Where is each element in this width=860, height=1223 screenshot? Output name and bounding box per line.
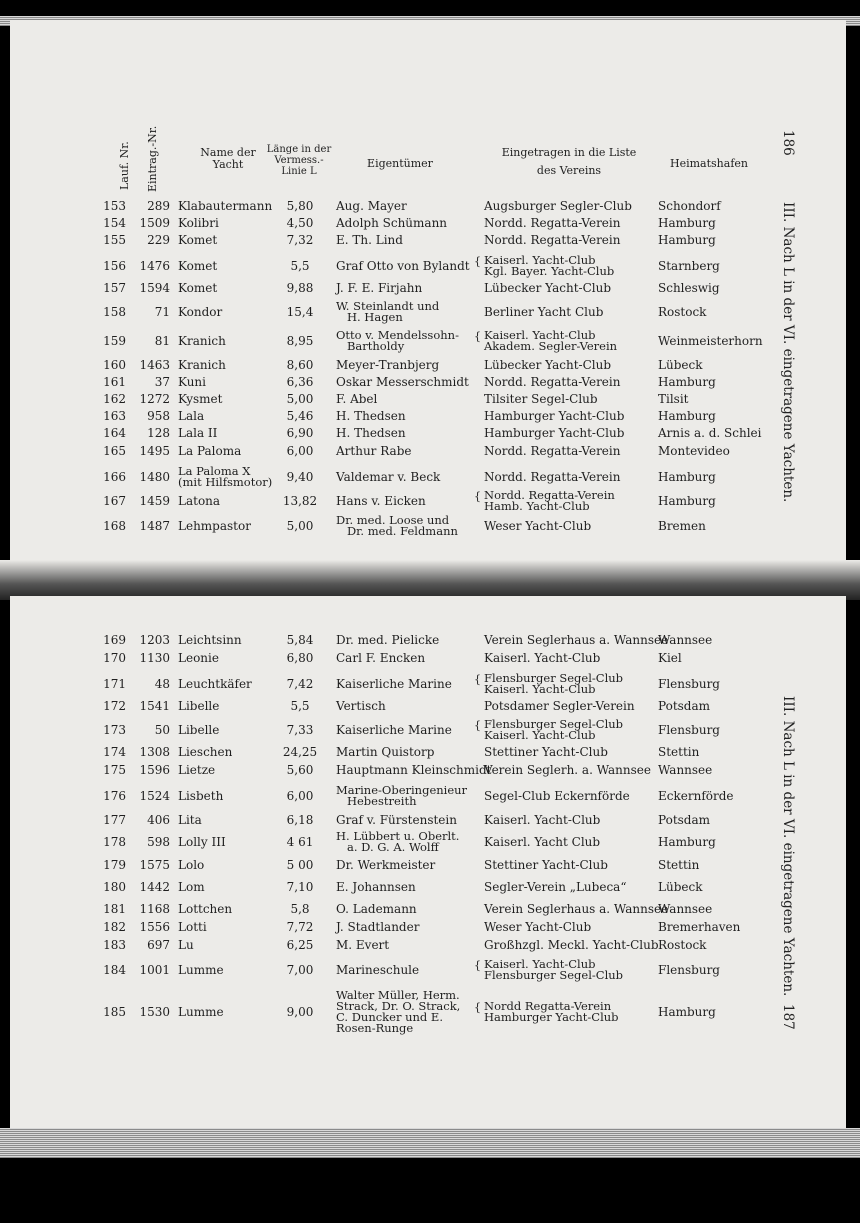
cell-len: 4 61 — [286, 835, 314, 849]
cell-nr: 153 — [103, 199, 126, 213]
cell-home: Flensburg — [658, 963, 720, 977]
cell-name: Lita — [178, 813, 202, 827]
cell-home: Schleswig — [658, 281, 720, 295]
cell-home: Montevideo — [658, 444, 730, 458]
cell-home: Bremen — [658, 519, 706, 533]
cell-ein: 406 — [147, 813, 170, 827]
cell-len: 15,4 — [286, 305, 314, 319]
cell-ein: 1530 — [139, 1005, 170, 1019]
cell-len: 5,5 — [290, 699, 310, 713]
cell-len: 6,90 — [286, 426, 314, 440]
book-page-187 — [10, 596, 846, 1156]
cell-name: Kolibri — [178, 216, 219, 230]
cell-home: Bremerhaven — [658, 920, 741, 934]
cell-ein: 81 — [154, 334, 170, 348]
cell-ein: 598 — [147, 835, 170, 849]
cell-owner: Dr. med. Pielicke — [336, 633, 440, 647]
cell-club: Nordd. Regatta-Verein Hamb. Yacht-Club — [484, 487, 615, 513]
cell-name: Komet — [178, 259, 218, 273]
cell-club: Flensburger Segel-Club Kaiserl. Yacht-Club — [484, 670, 624, 696]
cell-club: Verein Seglerhaus a. Wannsee — [484, 633, 669, 647]
cell-owner: F. Abel — [336, 392, 378, 406]
cell-club: Kaiserl. Yacht-Club Kgl. Bayer. Yacht-Club — [484, 252, 615, 278]
cell-nr: 178 — [103, 835, 126, 849]
cell-name: La Paloma — [178, 444, 242, 458]
cell-club: Verein Seglerhaus a. Wannsee — [484, 902, 669, 916]
cell-name: Leichtsinn — [178, 633, 242, 647]
cell-club: Weser Yacht-Club — [484, 519, 592, 533]
cell-home: Potsdam — [658, 699, 711, 713]
cell-ein: 1476 — [139, 259, 170, 273]
cell-home: Stettin — [658, 745, 700, 759]
cell-name: Lietze — [178, 763, 216, 777]
cell-club: Kaiserl. Yacht-Club Akadem. Segler-Verein — [484, 327, 618, 353]
brace-mark: { — [474, 330, 481, 343]
page-edges-bottom — [0, 1128, 860, 1158]
cell-owner: J. Stadtlander — [336, 920, 420, 934]
cell-ein: 1541 — [139, 699, 170, 713]
cell-owner: E. Johannsen — [336, 880, 416, 894]
cell-owner: E. Th. Lind — [336, 233, 403, 247]
cell-nr: 159 — [103, 334, 126, 348]
cell-nr: 171 — [103, 677, 126, 691]
brace-mark: { — [474, 490, 481, 503]
cell-nr: 158 — [103, 305, 126, 319]
cell-len: 6,00 — [286, 444, 314, 458]
brace-mark: { — [474, 959, 481, 972]
cell-ein: 1480 — [139, 470, 170, 484]
page-number-bottom: 187 — [780, 1004, 796, 1030]
cell-len: 7,32 — [286, 233, 314, 247]
cell-club: Kaiserl. Yacht-Club — [484, 651, 601, 665]
cell-nr: 163 — [103, 409, 126, 423]
cell-name: Kondor — [178, 305, 223, 319]
cell-name: Kuni — [178, 375, 206, 389]
cell-owner: Oskar Messerschmidt — [336, 375, 469, 389]
cell-home: Rostock — [658, 305, 707, 319]
cell-len: 7,10 — [286, 880, 314, 894]
cell-name: Kranich — [178, 358, 226, 372]
cell-ein: 71 — [154, 305, 170, 319]
cell-ein: 958 — [147, 409, 170, 423]
page-number-top: 186 — [780, 130, 796, 156]
header-heimatshafen: Heimatshafen — [670, 157, 748, 170]
brace-mark: { — [474, 255, 481, 268]
cell-owner: Vertisch — [336, 699, 386, 713]
cell-owner: Valdemar v. Beck — [336, 470, 441, 484]
cell-owner: H. Thedsen — [336, 426, 406, 440]
cell-owner: Hauptmann Kleinschmidt — [336, 763, 492, 777]
cell-name: Lala II — [178, 426, 218, 440]
cell-owner: Aug. Mayer — [336, 199, 407, 213]
cell-len: 5,8 — [290, 902, 310, 916]
cell-len: 5,60 — [286, 763, 314, 777]
cell-len: 6,00 — [286, 789, 314, 803]
cell-nr: 180 — [103, 880, 126, 894]
cell-len: 5,5 — [290, 259, 310, 273]
cell-name: Lom — [178, 880, 205, 894]
cell-len: 24,25 — [282, 745, 318, 759]
cell-nr: 161 — [103, 375, 126, 389]
cell-club: Potsdamer Segler-Verein — [484, 699, 635, 713]
cell-owner: Meyer-Tranbjerg — [336, 358, 440, 372]
cell-nr: 172 — [103, 699, 126, 713]
cell-owner: Otto v. Mendelssohn- Bartholdy — [336, 327, 459, 353]
cell-len: 7,72 — [286, 920, 314, 934]
cell-nr: 162 — [103, 392, 126, 406]
cell-owner: Kaiserliche Marine — [336, 677, 452, 691]
cell-len: 5 00 — [286, 858, 314, 872]
cell-name: Komet — [178, 233, 218, 247]
cell-owner: O. Lademann — [336, 902, 417, 916]
cell-club: Augsburger Segler-Club — [484, 199, 632, 213]
cell-ein: 229 — [147, 233, 170, 247]
cell-len: 13,82 — [282, 494, 318, 508]
cell-len: 9,40 — [286, 470, 314, 484]
cell-nr: 185 — [103, 1005, 126, 1019]
cell-name: Libelle — [178, 723, 220, 737]
cell-club: Nordd. Regatta-Verein — [484, 233, 621, 247]
cell-home: Hamburg — [658, 494, 716, 508]
cell-home: Hamburg — [658, 216, 716, 230]
cell-len: 7,33 — [286, 723, 314, 737]
cell-len: 9,88 — [286, 281, 314, 295]
cell-name: Lieschen — [178, 745, 233, 759]
cell-nr: 169 — [103, 633, 126, 647]
cell-len: 7,00 — [286, 963, 314, 977]
header-eingetragen: Eingetragen in die Liste des Vereins — [501, 146, 637, 177]
cell-club: Kaiserl. Yacht-Club — [484, 813, 601, 827]
cell-nr: 176 — [103, 789, 126, 803]
cell-club: Segel-Club Eckernförde — [484, 789, 630, 803]
cell-name: Lisbeth — [178, 789, 224, 803]
cell-name: Libelle — [178, 699, 220, 713]
cell-name: Lolly III — [178, 835, 226, 849]
cell-owner: M. Evert — [336, 938, 390, 952]
cell-nr: 165 — [103, 444, 126, 458]
cell-ein: 1487 — [139, 519, 170, 533]
cell-nr: 168 — [103, 519, 126, 533]
cell-name: Lu — [178, 938, 194, 952]
cell-owner: Graf v. Fürstenstein — [336, 813, 457, 827]
cell-ein: 1594 — [139, 281, 170, 295]
cell-nr: 182 — [103, 920, 126, 934]
cell-ein: 289 — [147, 199, 170, 213]
cell-home: Hamburg — [658, 470, 716, 484]
cell-len: 5,46 — [286, 409, 314, 423]
running-head-top: III. Nach L in der VI. eingetragene Yachten. — [780, 202, 796, 503]
header-eintrag-nr: Eintrag.-Nr. — [146, 125, 159, 192]
cell-ein: 697 — [147, 938, 170, 952]
cell-owner: J. F. E. Firjahn — [336, 281, 423, 295]
cell-home: Kiel — [658, 651, 682, 665]
cell-owner: Adolph Schümann — [336, 216, 448, 230]
cell-name: Kysmet — [178, 392, 223, 406]
cell-club: Nordd Regatta-Verein Hamburger Yacht-Club — [484, 998, 619, 1024]
cell-home: Wannsee — [658, 633, 713, 647]
cell-home: Flensburg — [658, 723, 720, 737]
cell-owner: Dr. med. Loose und Dr. med. Feldmann — [336, 512, 458, 538]
cell-club: Lübecker Yacht-Club — [484, 281, 612, 295]
cell-owner: Arthur Rabe — [336, 444, 412, 458]
cell-name: Lolo — [178, 858, 205, 872]
cell-club: Kaiserl. Yacht-Club Flensburger Segel-Club — [484, 956, 624, 982]
cell-home: Hamburg — [658, 233, 716, 247]
cell-len: 5,00 — [286, 392, 314, 406]
cell-ein: 50 — [154, 723, 170, 737]
cell-owner: Hans v. Eicken — [336, 494, 426, 508]
cell-club: Nordd. Regatta-Verein — [484, 375, 621, 389]
cell-club: Tilsiter Segel-Club — [484, 392, 598, 406]
cell-club: Verein Seglerh. a. Wannsee — [484, 763, 651, 777]
brace-mark: { — [474, 673, 481, 686]
cell-ein: 1308 — [139, 745, 170, 759]
cell-ein: 128 — [147, 426, 170, 440]
cell-name: Lumme — [178, 1005, 224, 1019]
cell-len: 6,36 — [286, 375, 314, 389]
cell-ein: 1524 — [139, 789, 170, 803]
cell-owner: Walter Müller, Herm. Strack, Dr. O. Strack, C. Duncker und E. Rosen-Runge — [336, 987, 461, 1035]
cell-ein: 48 — [154, 677, 170, 691]
book-page-186 — [10, 20, 846, 592]
cell-len: 7,42 — [286, 677, 314, 691]
cell-club: Nordd. Regatta-Verein — [484, 444, 621, 458]
book-gutter — [0, 560, 860, 600]
cell-nr: 181 — [103, 902, 126, 916]
cell-home: Weinmeisterhorn — [658, 334, 763, 348]
cell-owner: W. Steinlandt und H. Hagen — [336, 298, 440, 324]
cell-owner: Marineschule — [336, 963, 420, 977]
cell-name: Lottchen — [178, 902, 233, 916]
cell-ein: 1130 — [139, 651, 170, 665]
cell-owner: H. Lübbert u. Oberlt. a. D. G. A. Wolff — [336, 828, 460, 854]
cell-club: Hamburger Yacht-Club — [484, 409, 625, 423]
cell-nr: 154 — [103, 216, 126, 230]
cell-home: Hamburg — [658, 1005, 716, 1019]
cell-len: 9,00 — [286, 1005, 314, 1019]
cell-nr: 184 — [103, 963, 126, 977]
cell-home: Hamburg — [658, 835, 716, 849]
cell-club: Großhzgl. Meckl. Yacht-Club — [484, 938, 659, 952]
cell-name: Leuchtkäfer — [178, 677, 252, 691]
cell-nr: 166 — [103, 470, 126, 484]
cell-ein: 1203 — [139, 633, 170, 647]
cell-owner: Marine-Oberingenieur Hebestreith — [336, 782, 468, 808]
cell-club: Stettiner Yacht-Club — [484, 858, 608, 872]
cell-name: Klabautermann — [178, 199, 273, 213]
cell-club: Weser Yacht-Club — [484, 920, 592, 934]
cell-nr: 167 — [103, 494, 126, 508]
cell-home: Wannsee — [658, 763, 713, 777]
cell-nr: 157 — [103, 281, 126, 295]
cell-name: Kranich — [178, 334, 226, 348]
cell-nr: 179 — [103, 858, 126, 872]
cell-name: Komet — [178, 281, 218, 295]
cell-owner: Graf Otto von Bylandt — [336, 259, 470, 273]
cell-ein: 1575 — [139, 858, 170, 872]
cell-nr: 164 — [103, 426, 126, 440]
cell-name: Latona — [178, 494, 221, 508]
cell-len: 6,80 — [286, 651, 314, 665]
cell-owner: Carl F. Encken — [336, 651, 426, 665]
cell-len: 6,25 — [286, 938, 314, 952]
cell-nr: 155 — [103, 233, 126, 247]
brace-mark: { — [474, 1001, 481, 1014]
cell-owner: H. Thedsen — [336, 409, 406, 423]
cell-nr: 174 — [103, 745, 126, 759]
cell-owner: Dr. Werkmeister — [336, 858, 436, 872]
brace-mark: { — [474, 719, 481, 732]
header-lauf-nr: Lauf. Nr. — [118, 141, 131, 190]
cell-club: Kaiserl. Yacht Club — [484, 835, 601, 849]
cell-home: Starnberg — [658, 259, 720, 273]
cell-ein: 1556 — [139, 920, 170, 934]
cell-owner: Kaiserliche Marine — [336, 723, 452, 737]
cell-name: Lumme — [178, 963, 224, 977]
cell-name: Leonie — [178, 651, 219, 665]
cell-nr: 183 — [103, 938, 126, 952]
cell-club: Hamburger Yacht-Club — [484, 426, 625, 440]
header-eigentuemer: Eigentümer — [367, 157, 433, 170]
cell-nr: 170 — [103, 651, 126, 665]
cell-len: 5,00 — [286, 519, 314, 533]
header-laenge: Länge in der Vermess.-Linie L — [266, 144, 332, 177]
cell-home: Schondorf — [658, 199, 721, 213]
cell-home: Stettin — [658, 858, 700, 872]
cell-ein: 37 — [154, 375, 170, 389]
cell-nr: 160 — [103, 358, 126, 372]
cell-home: Tilsit — [658, 392, 689, 406]
cell-nr: 156 — [103, 259, 126, 273]
cell-len: 5,80 — [286, 199, 314, 213]
cell-ein: 1168 — [139, 902, 170, 916]
header-name: Name der Yacht — [200, 146, 256, 171]
cell-home: Lübeck — [658, 880, 703, 894]
cell-club: Stettiner Yacht-Club — [484, 745, 608, 759]
cell-name: Lotti — [178, 920, 207, 934]
cell-len: 5,84 — [286, 633, 314, 647]
cell-ein: 1596 — [139, 763, 170, 777]
cell-len: 6,18 — [286, 813, 314, 827]
cell-club: Nordd. Regatta-Verein — [484, 470, 621, 484]
cell-home: Potsdam — [658, 813, 711, 827]
cell-club: Lübecker Yacht-Club — [484, 358, 612, 372]
cell-club: Berliner Yacht Club — [484, 305, 604, 319]
cell-ein: 1509 — [139, 216, 170, 230]
cell-home: Rostock — [658, 938, 707, 952]
cell-club: Segler-Verein „Lubeca“ — [484, 880, 627, 894]
cell-len: 8,95 — [286, 334, 314, 348]
cell-name: Lala — [178, 409, 205, 423]
cell-len: 8,60 — [286, 358, 314, 372]
cell-ein: 1463 — [139, 358, 170, 372]
cell-home: Wannsee — [658, 902, 713, 916]
cell-name: Lehmpastor — [178, 519, 251, 533]
cell-len: 4,50 — [286, 216, 314, 230]
cell-ein: 1495 — [139, 444, 170, 458]
cell-ein: 1442 — [139, 880, 170, 894]
cell-nr: 177 — [103, 813, 126, 827]
cell-home: Eckernförde — [658, 789, 734, 803]
cell-name: La Paloma X (mit Hilfsmotor) — [178, 463, 273, 489]
cell-home: Hamburg — [658, 409, 716, 423]
cell-owner: Martin Quistorp — [336, 745, 435, 759]
running-head-bottom: III. Nach L in der VI. eingetragene Yachten. — [780, 696, 796, 997]
cell-home: Hamburg — [658, 375, 716, 389]
cell-home: Lübeck — [658, 358, 703, 372]
cell-ein: 1001 — [139, 963, 170, 977]
cell-club: Flensburger Segel-Club Kaiserl. Yacht-Club — [484, 716, 624, 742]
cell-club: Nordd. Regatta-Verein — [484, 216, 621, 230]
cell-ein: 1459 — [139, 494, 170, 508]
cell-home: Flensburg — [658, 677, 720, 691]
cell-home: Arnis a. d. Schlei — [658, 426, 762, 440]
cell-ein: 1272 — [139, 392, 170, 406]
cell-nr: 175 — [103, 763, 126, 777]
cell-nr: 173 — [103, 723, 126, 737]
